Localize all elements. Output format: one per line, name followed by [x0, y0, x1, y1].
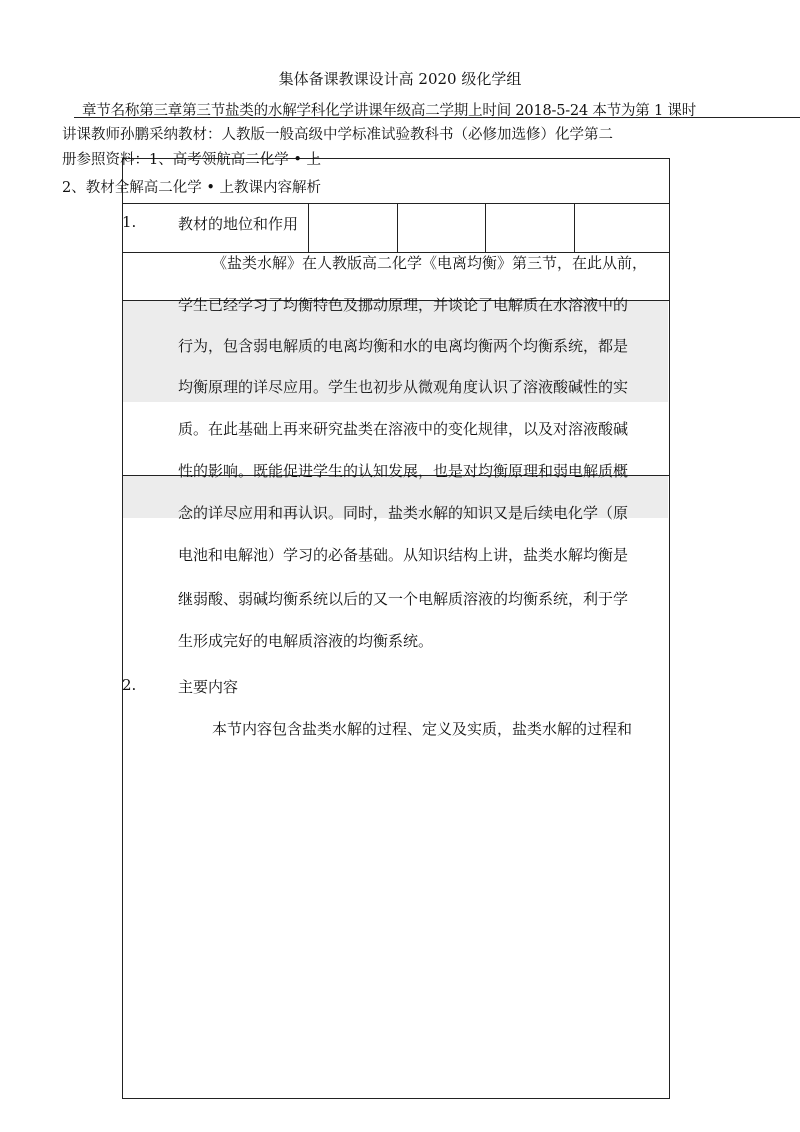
table-right-border — [669, 158, 670, 1099]
paragraph-line: 质。在此基础上再来研究盐类在溶液中的变化规律，以及对溶液酸碱 — [178, 420, 629, 438]
paragraph-line: 学生已经学习了均衡特色及挪动原理，并谈论了电解质在水溶液中的 — [178, 296, 629, 314]
table-column-divider — [308, 203, 309, 253]
section-2-heading: 主要内容 — [178, 678, 239, 696]
table-row-border — [122, 203, 670, 204]
chapter-info-line: 章节名称第三章第三节盐类的水解学科化学讲课年级高二学期上时间 2018-5-24 本节为第 1 课时 — [82, 103, 697, 119]
table-column-divider — [574, 203, 575, 253]
table-column-divider — [397, 203, 398, 253]
paragraph-line: 行为，包含弱电解质的电离均衡和水的电离均衡两个均衡系统，都是 — [178, 337, 629, 355]
paragraph-line: 《盐类水解》在人教版高二化学《电离均衡》第三节，在此从前， — [212, 254, 648, 272]
paragraph-line: 本节内容包含盐类水解的过程、定义及实质，盐类水解的过程和 — [212, 720, 633, 738]
teacher-info-line: 讲课教师孙鹏采纳教材：人教版一般高级中学标准试验教科书（必修加选修）化学第二 — [62, 127, 613, 143]
table-bottom-border — [122, 1098, 670, 1099]
paragraph-line: 均衡原理的详尽应用。学生也初步从微观角度认识了溶液酸碱性的实 — [178, 378, 629, 396]
section-1-number: 1. — [122, 213, 137, 231]
paragraph-line: 性的影响。既能促进学生的认知发展，也是对均衡原理和弱电解质概 — [178, 462, 629, 480]
paragraph-line: 生形成完好的电解质溶液的均衡系统。 — [178, 632, 434, 650]
paragraph-line: 念的详尽应用和再认识。同时，盐类水解的知识又是后续电化学（原 — [178, 504, 629, 522]
section-1-heading: 教材的地位和作用 — [178, 215, 299, 233]
document-title: 集体备课教课设计高 2020 级化学组 — [278, 70, 522, 88]
section-2-number: 2. — [122, 676, 137, 694]
paragraph-line: 电池和电解池）学习的必备基础。从知识结构上讲，盐类水解均衡是 — [178, 546, 629, 564]
table-column-divider — [485, 203, 486, 253]
reference-line-2: 2、教材全解高二化学 • 上教课内容解析 — [62, 180, 321, 196]
reference-line: 册参照资料：1、高考领航高二化学 • 上 — [62, 152, 321, 168]
table-left-border — [122, 158, 123, 1099]
paragraph-line: 继弱酸、弱碱均衡系统以后的又一个电解质溶液的均衡系统，利于学 — [178, 590, 629, 608]
